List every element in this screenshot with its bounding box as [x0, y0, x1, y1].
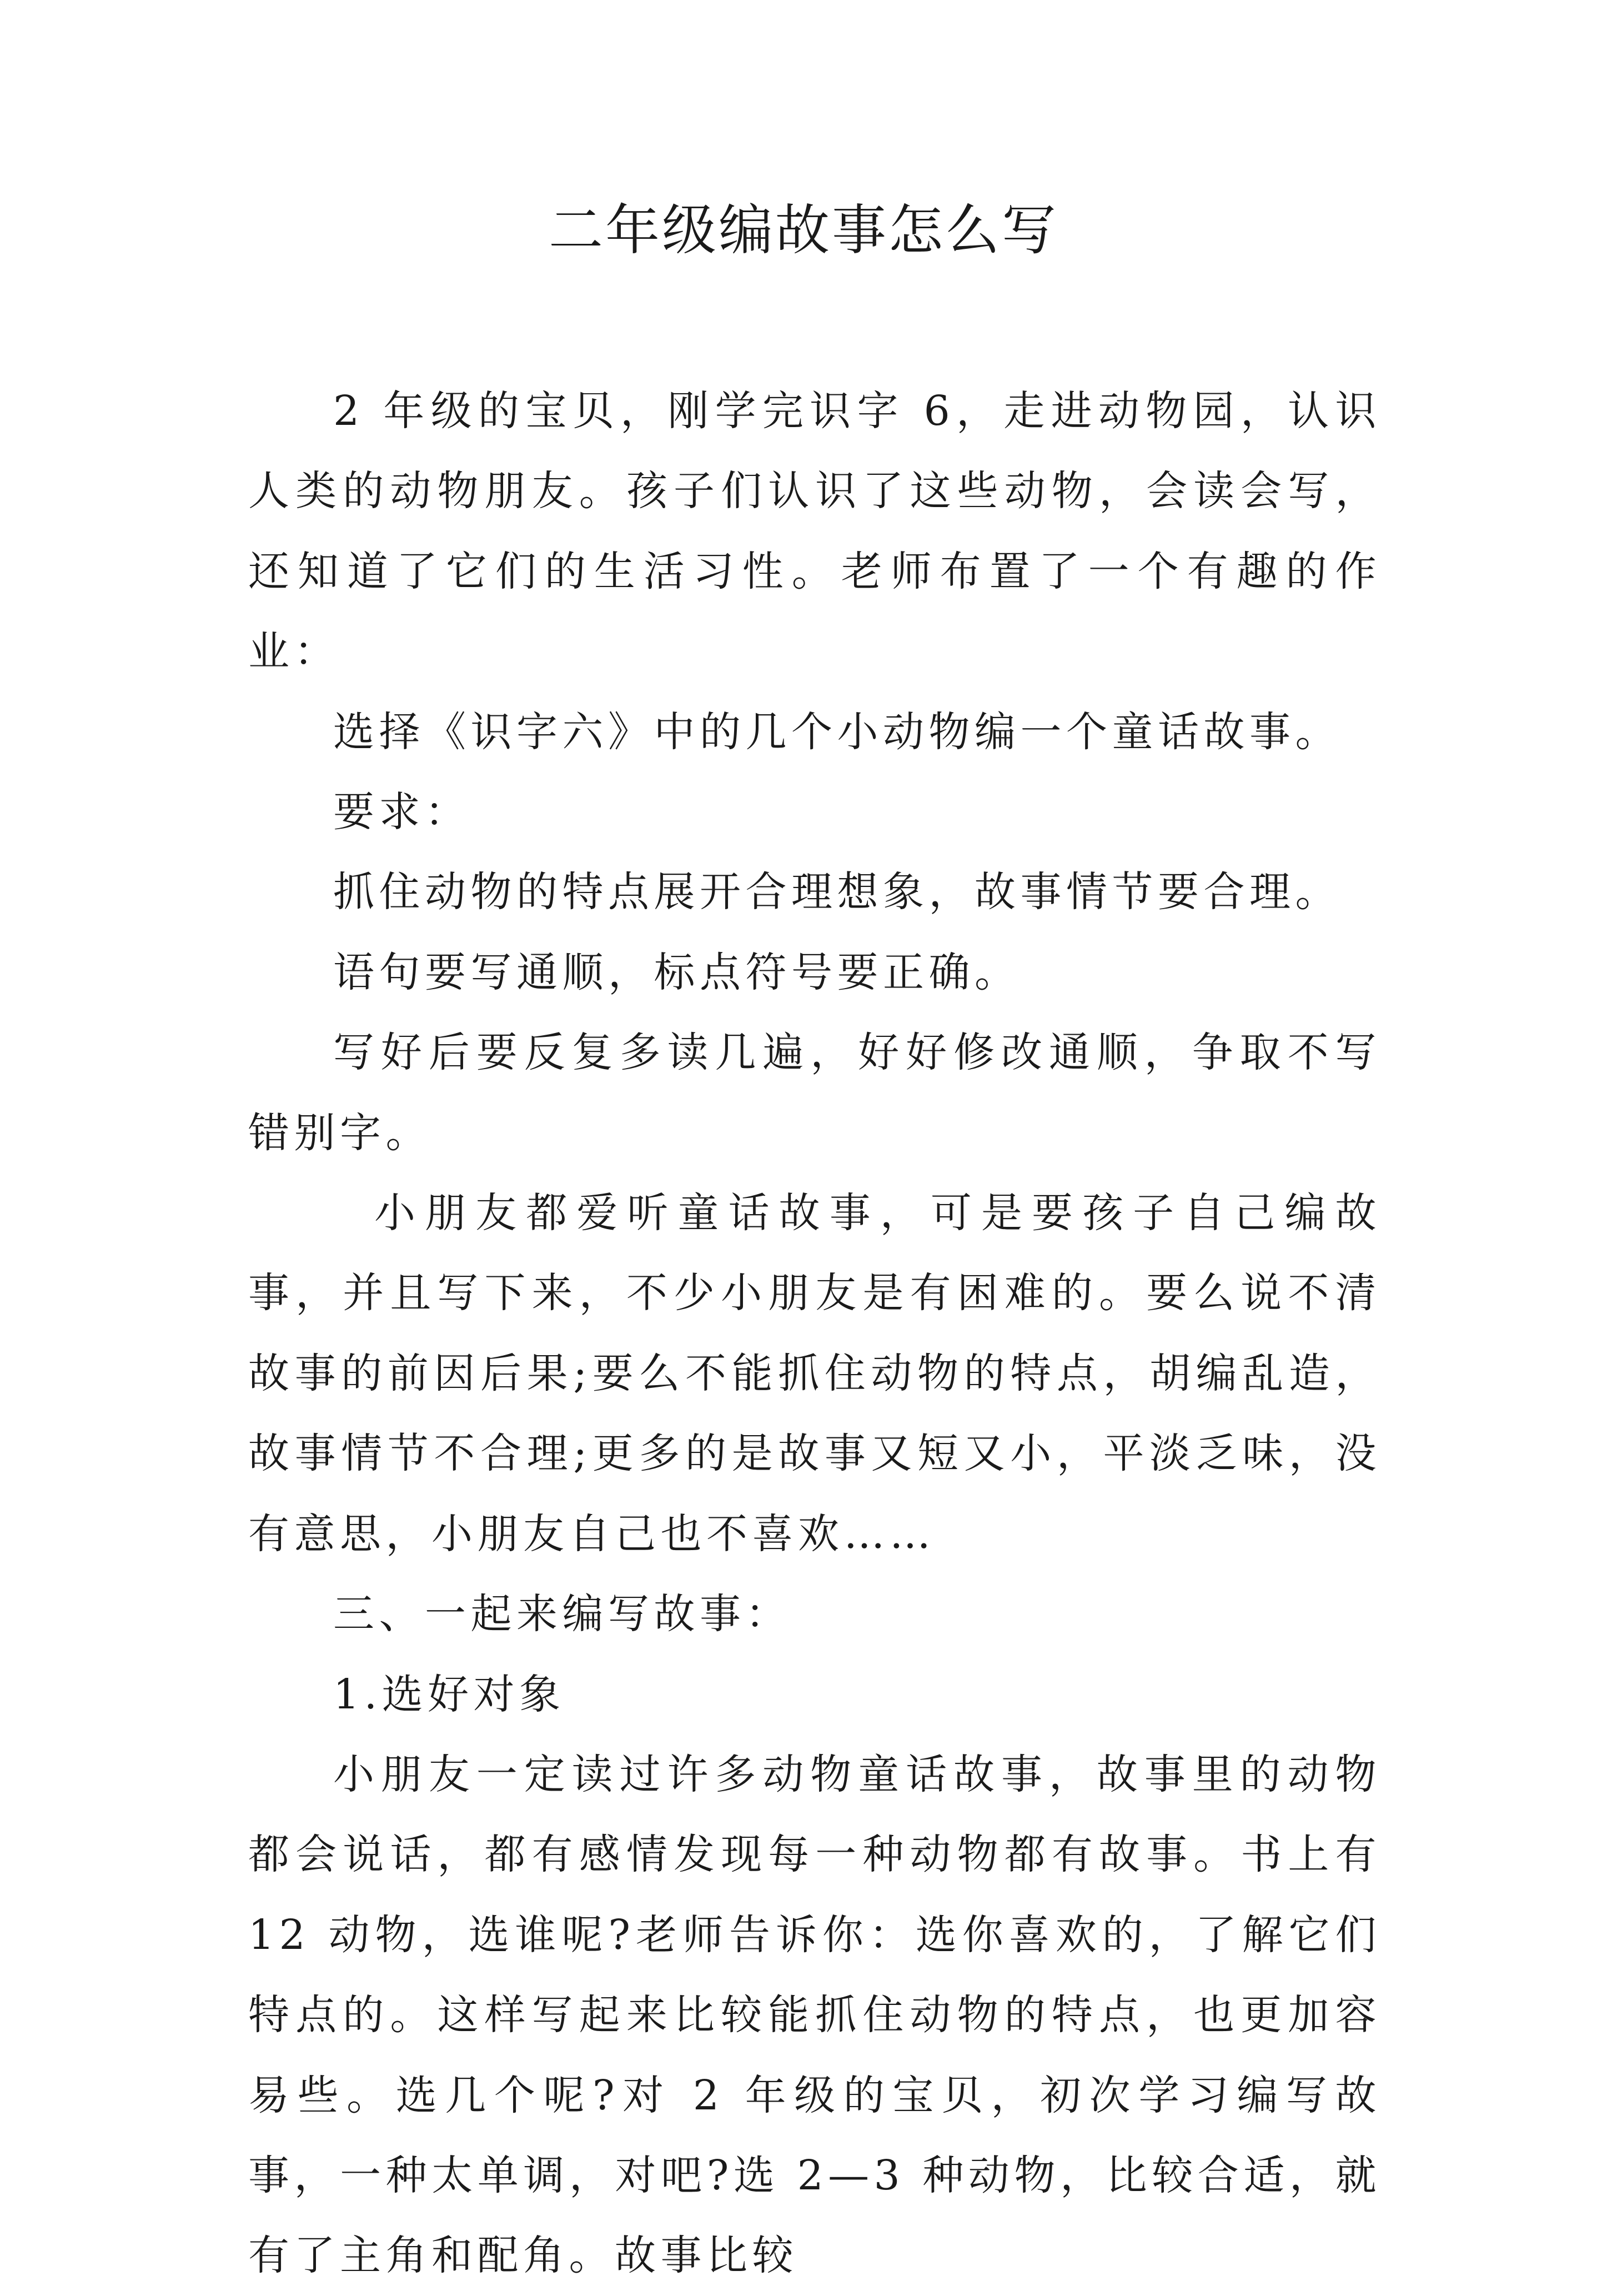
paragraph-requirement-2: 语句要写通顺，标点符号要正确。 [333, 948, 1021, 996]
paragraph-difficulty: 小朋友都爱听童话故事，可是要孩子自己编故事，并且写下来，不少小朋友是有困难的。要么说不清故事的前因后果;要么不能抓住动物的特点，胡编乱造，故事情节不合理;更多的是故事又短又小，平淡乏味，没有意思，小朋友自己也不喜欢…… [248, 1189, 1381, 1558]
paragraph-requirement-3: 写好后要反复多读几遍，好好修改通顺，争取不写错别字。 [248, 1029, 1381, 1157]
paragraph-subheading-choose: 1.选好对象 [333, 1670, 565, 1718]
paragraph-intro: 2 年级的宝贝，刚学完识字 6，走进动物园，认识人类的动物朋友。孩子们认识了这些动物，会读会写，还知道了它们的生活习性。老师布置了一个有趣的作业： [248, 387, 1381, 676]
document-body [248, 371, 1381, 2296]
paragraph-requirement-1: 抓住动物的特点展开合理想象，故事情节要合理。 [333, 868, 1341, 916]
paragraph-requirements-heading: 要求： [333, 788, 471, 836]
paragraph-assignment: 选择《识字六》中的几个小动物编一个童话故事。 [333, 708, 1341, 756]
document-title: 二年级编故事怎么写 [548, 199, 1058, 262]
paragraph-choose-animals: 小朋友一定读过许多动物童话故事，故事里的动物都会说话，都有感情发现每一种动物都有故事。书上有 12 动物，选谁呢?老师告诉你：选你喜欢的，了解它们特点的。这样写起来比较能抓住动物的特点，也更加容易些。选几个呢?对 2 年级的宝贝，初次学习编写故事，一种太单调，对吧?选 2—3 种动物，比较合适，就有了主角和配角。故事比较 [248, 1750, 1381, 2280]
paragraph-section-heading: 三、一起来编写故事： [333, 1590, 791, 1638]
